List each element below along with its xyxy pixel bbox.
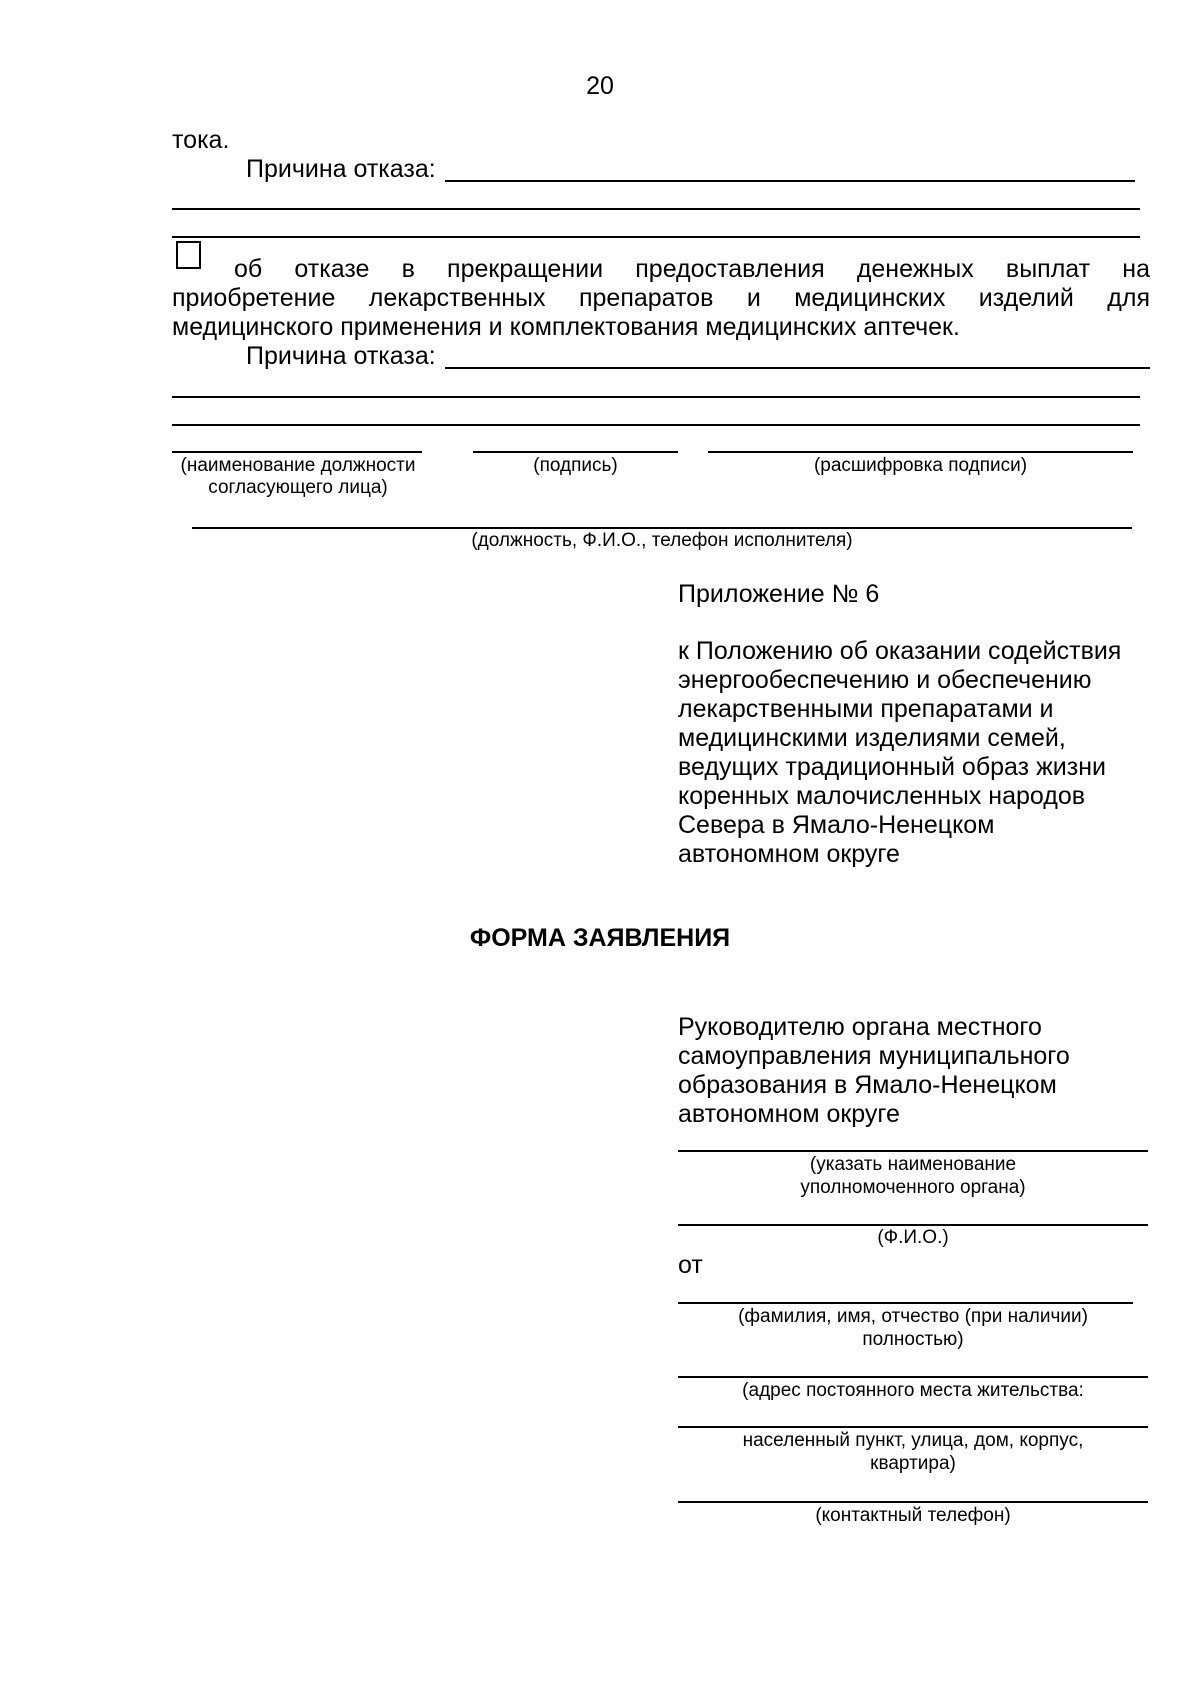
address-caption: (адрес постоянного места жительства:: [742, 1380, 1084, 1401]
appendix-line: лекарственными препаратами и: [678, 695, 1054, 723]
appendix-line: ведущих традиционный образ жизни: [678, 753, 1106, 781]
appendix-line: автономном округе: [678, 840, 900, 868]
refusal-option-line: об отказе в прекращении предоставления денежных выплат на: [234, 255, 1150, 283]
addressee-line: Руководителю органа местного: [678, 1013, 1042, 1041]
address-input-line[interactable]: [678, 1376, 1148, 1378]
position-input-line[interactable]: [172, 451, 422, 453]
addressee-line: образования в Ямало-Ненецком: [678, 1071, 1057, 1099]
head-fio-caption: (Ф.И.О.): [877, 1227, 949, 1248]
address-input-line[interactable]: [678, 1426, 1148, 1428]
applicant-name-caption: (фамилия, имя, отчество (при наличии): [738, 1306, 1088, 1327]
position-caption: (наименование должности: [180, 455, 416, 476]
refusal-option-line: приобретение лекарственных препаратов и медицинских изделий для: [172, 284, 1150, 312]
address-caption: квартира): [870, 1453, 956, 1474]
address-caption: населенный пункт, улица, дом, корпус,: [742, 1430, 1084, 1451]
from-label: от: [678, 1251, 703, 1279]
appendix-line: медицинскими изделиями семей,: [678, 724, 1066, 752]
reason-input-line[interactable]: [172, 236, 1140, 238]
page-number: 20: [586, 72, 614, 100]
authority-input-line[interactable]: [678, 1150, 1148, 1152]
phone-input-line[interactable]: [678, 1501, 1148, 1503]
reason-input-line[interactable]: [445, 180, 1135, 182]
appendix-title: Приложение № 6: [678, 580, 880, 608]
reason-label: Причина отказа:: [246, 155, 436, 183]
position-caption: согласующего лица): [208, 477, 388, 498]
appendix-line: коренных малочисленных народов: [678, 782, 1086, 810]
refusal-option-line: медицинского применения и комплектования медицинских аптечек.: [172, 313, 960, 341]
appendix-line: к Положению об оказании содействия: [678, 637, 1122, 665]
applicant-name-caption: полностью): [862, 1329, 964, 1350]
addressee-line: самоуправления муниципального: [678, 1042, 1070, 1070]
form-title: ФОРМА ЗАЯВЛЕНИЯ: [469, 924, 731, 952]
reason-label: Причина отказа:: [246, 342, 436, 370]
reason-input-line[interactable]: [172, 396, 1140, 398]
addressee-line: автономном округе: [678, 1100, 900, 1128]
signature-caption: (подпись): [533, 455, 618, 476]
executor-caption: (должность, Ф.И.О., телефон исполнителя): [471, 530, 853, 551]
authority-caption: уполномоченного органа): [800, 1177, 1026, 1198]
reason-input-line[interactable]: [172, 208, 1140, 210]
appendix-line: Севера в Ямало-Ненецком: [678, 811, 995, 839]
appendix-reference: [678, 637, 1121, 869]
addressee: [678, 1013, 1070, 1129]
previous-paragraph-end: тока.: [172, 126, 230, 154]
appendix-line: энергообеспечению и обеспечению: [678, 666, 1092, 694]
head-fio-input-line[interactable]: [678, 1224, 1148, 1226]
applicant-name-input-line[interactable]: [678, 1302, 1133, 1304]
signature-decode-caption: (расшифровка подписи): [813, 455, 1028, 476]
signature-input-line[interactable]: [473, 451, 678, 453]
reason-input-line[interactable]: [172, 424, 1140, 426]
phone-caption: (контактный телефон): [815, 1505, 1011, 1526]
authority-caption: (указать наименование: [809, 1154, 1017, 1175]
reason-input-line[interactable]: [445, 367, 1150, 369]
executor-input-line[interactable]: [192, 527, 1132, 529]
signature-decode-input-line[interactable]: [708, 451, 1133, 453]
